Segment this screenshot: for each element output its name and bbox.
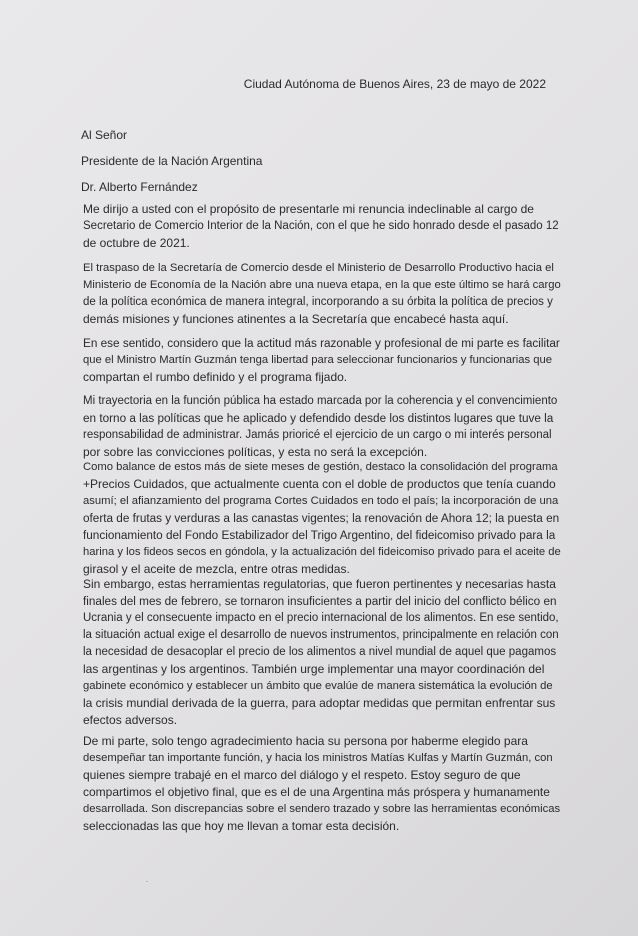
greeting: Al Señor — [81, 128, 128, 142]
paragraph-line: Mi trayectoria en la función pública ha estado marcada por la coherencia y el convencimiento — [83, 395, 558, 407]
paragraph-line: de octubre de 2021. — [83, 236, 190, 250]
paragraph-line: por sobre las convicciones políticas, y esta no será la excepción. — [83, 445, 428, 459]
paragraph-line: la situación actual exige el desarrollo de nuevos instrumentos, principalmente en relación con — [83, 629, 559, 641]
paragraph-line: que el Ministro Martín Guzmán tenga libertad para seleccionar funcionarios y funcionarias que — [83, 354, 553, 366]
paragraph-line: oferta de frutas y verduras a las canastas vigentes; la renovación de Ahora 12; la puesta en — [83, 512, 560, 525]
paragraph-2 — [83, 260, 561, 328]
paragraph-line: de la política económica de manera integral, incorporando a su órbita la política de precios y — [83, 296, 553, 308]
paragraph-line: finales del mes de febrero, se tornaron insuficientes a partir del inicio del conflicto bélico en — [83, 595, 557, 608]
paragraph-line: desarrollada. Son discrepancias sobre el sendero trazado y sobre las herramientas económicas — [83, 803, 561, 815]
paragraph-6 — [83, 576, 561, 729]
paragraph-line: Secretario de Comercio Interior de la Nación, con el que he sido honrado desde el pasado 12 — [83, 220, 559, 232]
paragraph-7 — [83, 733, 561, 835]
paragraph-line: En ese sentido, considero que la actitud más razonable y profesional de mi parte es facilitar — [83, 337, 560, 350]
paragraph-line: efectos adversos. — [83, 713, 178, 727]
letter-date: Ciudad Autónoma de Buenos Aires, 23 de mayo de 2022 — [243, 77, 546, 91]
paragraph-line: girasol y el aceite de mezcla, entre otras medidas. — [83, 562, 350, 576]
paragraph-line: quienes siempre trabajé en el marco del diálogo y el respeto. Estoy seguro de que — [83, 768, 521, 782]
paragraph-line: compartan el rumbo definido y el programa fijado. — [83, 370, 348, 384]
paragraph-line: gabinete económico y establecer un ámbito que evalúe de manera sistemática la evolución de — [83, 680, 553, 692]
paragraph-line: funcionamiento del Fondo Estabilizador del Trigo Argentino, del fideicomiso privado para la — [83, 529, 556, 542]
paragraph-line: +Precios Cuidados, que actualmente cuenta con el doble de productos que tenía cuando — [83, 477, 556, 491]
paragraph-4 — [83, 393, 561, 461]
paragraph-line: harina y los fideos secos en góndola, y la actualización del fideicomiso privado para el aceite de — [83, 546, 561, 558]
paragraph-3 — [83, 335, 561, 386]
paragraph-line: la necesidad de desacoplar el precio de los alimentos a nivel mundial de aquel que pagamos — [83, 646, 557, 658]
paragraph-line: seleccionadas las que hoy me llevan a tomar esta decisión. — [83, 819, 400, 833]
paragraph-line: las argentinas y los argentinos. También urge implementar una mayor coordinación del — [83, 662, 545, 676]
paper-speck — [146, 881, 148, 882]
paragraph-line: De mi parte, solo tengo agradecimiento hacia su persona por haberme elegido para — [83, 734, 528, 748]
paragraph-line: Ucrania y el consecuente impacto en el precio internacional de los alimentos. En ese sentido, — [83, 612, 559, 624]
paragraph-line: Sin embargo, estas herramientas regulatorias, que fueron pertinentes y necesarias hasta — [83, 577, 556, 591]
paragraph-line: responsabilidad de administrar. Jamás prioricé el ejercicio de un cargo o mi interés personal — [83, 429, 552, 441]
paragraph-line: Me dirijo a usted con el propósito de presentarle mi renuncia indeclinable al cargo de — [83, 202, 534, 216]
paragraph-line: en torno a las políticas que he aplicado y defendido desde los distintos lugares que tuve la — [83, 412, 554, 425]
paragraph-line: asumí; el afianzamiento del programa Cortes Cuidados en todo el país; la incorporación de una — [83, 495, 559, 507]
paragraph-line: demás misiones y funciones atinentes a la Secretaría que encabecé hasta aquí. — [83, 312, 509, 326]
paragraph-line: desempeñar tan importante función, y hacia los ministros Matías Kulfas y Martín Guzmán, con — [83, 752, 553, 764]
paragraph-line: la crisis mundial derivada de la guerra, para adoptar medidas que permitan enfrentar sus — [83, 696, 556, 710]
recipient-title: Presidente de la Nación Argentina — [81, 154, 263, 168]
recipient-name: Dr. Alberto Fernández — [81, 180, 198, 194]
paragraph-5 — [83, 459, 561, 578]
paragraph-line: compartimos el objetivo final, que es el de una Argentina más próspera y humanamente — [83, 785, 550, 799]
paragraph-1 — [83, 201, 561, 252]
paragraph-line: Como balance de estos más de siete meses de gestión, destaco la consolidación del programa — [83, 461, 558, 473]
paragraph-line: El traspaso de la Secretaría de Comercio desde el Ministerio de Desarrollo Productivo hacia el — [83, 262, 554, 274]
paragraph-line: Ministerio de Economía de la Nación abre una nueva etapa, en la que este último se hará cargo — [83, 279, 561, 291]
